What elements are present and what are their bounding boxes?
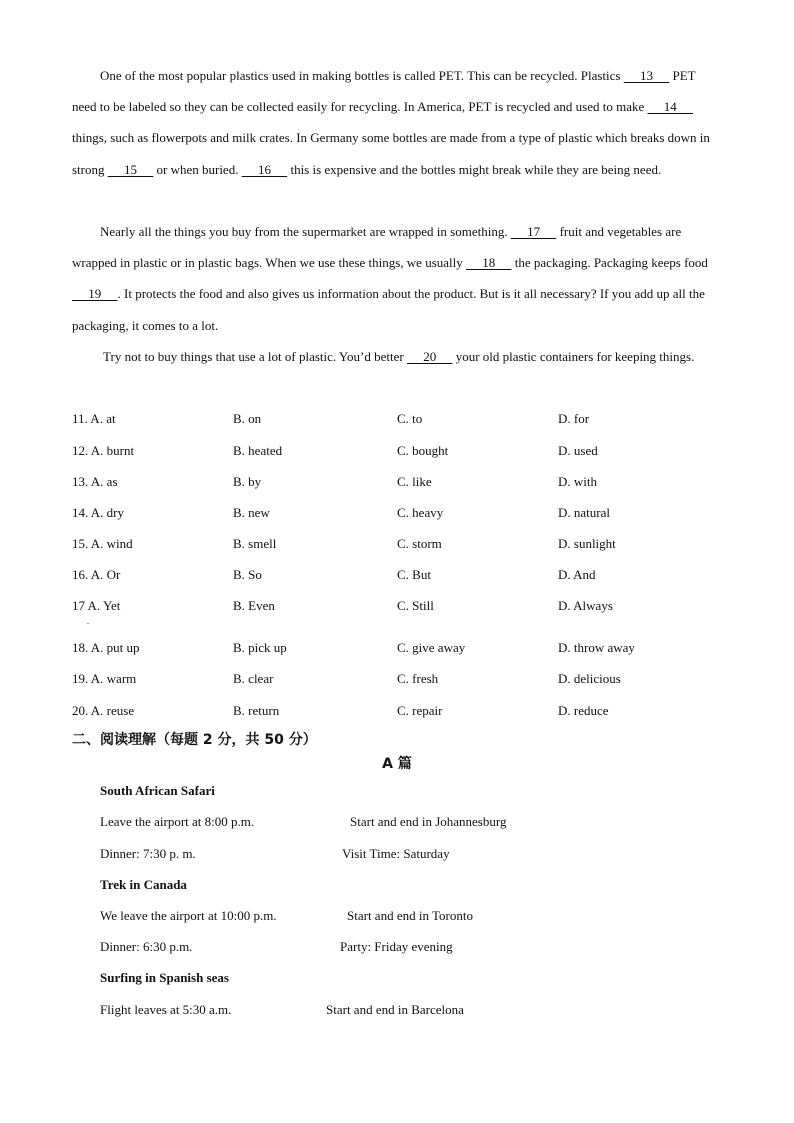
paragraph-text: things, such as flowerpots and milk crates. In Germany some bottles are made from a type of plastic which breaks down in strong	[72, 130, 710, 177]
option-c: C. fresh	[397, 671, 439, 686]
option-a: 20. A. reuse	[72, 703, 135, 718]
ad-detail: Party: Friday evening	[340, 939, 453, 954]
ad-title: Trek in Canada	[100, 877, 187, 892]
paragraph-text: your old plastic containers for keeping things.	[452, 349, 695, 364]
passage-subtitle: A 篇	[382, 756, 412, 772]
option-row	[72, 536, 732, 558]
answer-blank: 13	[623, 68, 670, 83]
ad-detail: Flight leaves at 5:30 a.m.	[100, 1002, 232, 1017]
paragraph-text: Nearly all the things you buy from the supermarket are wrapped in something.	[100, 224, 511, 239]
ad-detail: Visit Time: Saturday	[342, 846, 450, 861]
option-d: D. delicious	[558, 671, 621, 686]
ad-detail: Start and end in Johannesburg	[350, 814, 507, 829]
stray-dot-mark: .	[87, 617, 89, 626]
paragraph-text: PET need to be labeled so they can be collected easily for recycling. In America, PET is recycled and used to make	[72, 68, 696, 115]
section-title: 二、阅读理解（每题 2 分，共 50 分）	[72, 732, 317, 748]
answer-blank: 16	[241, 161, 288, 177]
answer-blank: 20	[406, 349, 453, 364]
paragraph-text: or when buried.	[153, 161, 242, 177]
paragraph-text: Try not to buy things that use a lot of plastic. You’d better	[100, 349, 407, 364]
paragraph-text: this is expensive and the bottles might break while they are being need.	[287, 161, 662, 177]
option-row	[72, 671, 732, 693]
answer-blank: 19	[72, 286, 118, 302]
paragraph-text: the packaging. Packaging keeps food	[511, 255, 708, 271]
ad-detail: Start and end in Toronto	[347, 908, 473, 923]
paragraph-text: fruit and vegetables are wrapped in plastic or in plastic bags. When we use these things, we usually	[72, 224, 682, 271]
option-d: D. used	[558, 443, 598, 458]
option-row	[72, 505, 732, 527]
option-d: D. natural	[558, 505, 610, 520]
option-a: 17 A. Yet	[72, 598, 121, 613]
paragraph-text: One of the most popular plastics used in making bottles is called PET. This can be recycled. Plastics	[100, 68, 624, 83]
option-c: C. repair	[397, 703, 443, 718]
option-row	[72, 598, 732, 620]
option-row	[72, 567, 732, 589]
option-a: 19. A. warm	[72, 671, 137, 686]
option-b: B. clear	[233, 671, 274, 686]
option-d: D. reduce	[558, 703, 609, 718]
option-c: C. But	[397, 567, 431, 582]
ad-detail: We leave the airport at 10:00 p.m.	[100, 908, 277, 923]
option-a: 14. A. dry	[72, 505, 124, 520]
option-a: 16. A. Or	[72, 567, 121, 582]
option-row	[72, 640, 732, 662]
option-a: 18. A. put up	[72, 640, 140, 655]
ad-title: Surfing in Spanish seas	[100, 970, 229, 985]
option-b: B. heated	[233, 443, 283, 458]
option-a: 15. A. wind	[72, 536, 133, 551]
option-row	[72, 703, 732, 725]
answer-blank: 17	[510, 224, 557, 239]
option-d: D. throw away	[558, 640, 635, 655]
option-c: C. heavy	[397, 505, 444, 520]
paragraph-text: . It protects the food and also gives us information about the product. But is it all necessary? If you add up all the packaging, it comes to a lot.	[72, 286, 705, 333]
cloze-paragraph-3	[72, 341, 722, 372]
option-row	[72, 411, 732, 433]
option-b: B. Even	[233, 598, 275, 613]
option-c: C. give away	[397, 640, 466, 655]
option-a: 13. A. as	[72, 474, 118, 489]
answer-blank: 14	[647, 99, 694, 115]
ad-detail: Start and end in Barcelona	[326, 1002, 464, 1017]
option-row	[72, 443, 732, 465]
option-a: 12. A. burnt	[72, 443, 135, 458]
option-b: B. smell	[233, 536, 277, 551]
option-a: 11. A. at	[72, 411, 116, 426]
option-d: D. for	[558, 411, 590, 426]
answer-blank: 18	[466, 255, 512, 271]
ad-detail: Dinner: 7:30 p. m.	[100, 846, 196, 861]
cloze-paragraph-2	[72, 216, 722, 341]
option-d: D. sunlight	[558, 536, 616, 551]
option-d: D. with	[558, 474, 597, 489]
ad-detail: Leave the airport at 8:00 p.m.	[100, 814, 255, 829]
option-b: B. by	[233, 474, 262, 489]
option-b: B. new	[233, 505, 270, 520]
cloze-paragraph-1	[72, 60, 722, 185]
option-b: B. on	[233, 411, 262, 426]
option-d: D. And	[558, 567, 596, 582]
answer-blank: 15	[107, 161, 154, 177]
ad-detail: Dinner: 6:30 p.m.	[100, 939, 193, 954]
option-c: C. to	[397, 411, 423, 426]
option-c: C. Still	[397, 598, 434, 613]
option-b: B. pick up	[233, 640, 287, 655]
option-row	[72, 474, 732, 496]
option-c: C. like	[397, 474, 432, 489]
option-c: C. bought	[397, 443, 449, 458]
option-c: C. storm	[397, 536, 442, 551]
option-d: D. Always	[558, 598, 613, 613]
ad-title: South African Safari	[100, 783, 215, 798]
option-b: B. So	[233, 567, 262, 582]
option-b: B. return	[233, 703, 280, 718]
